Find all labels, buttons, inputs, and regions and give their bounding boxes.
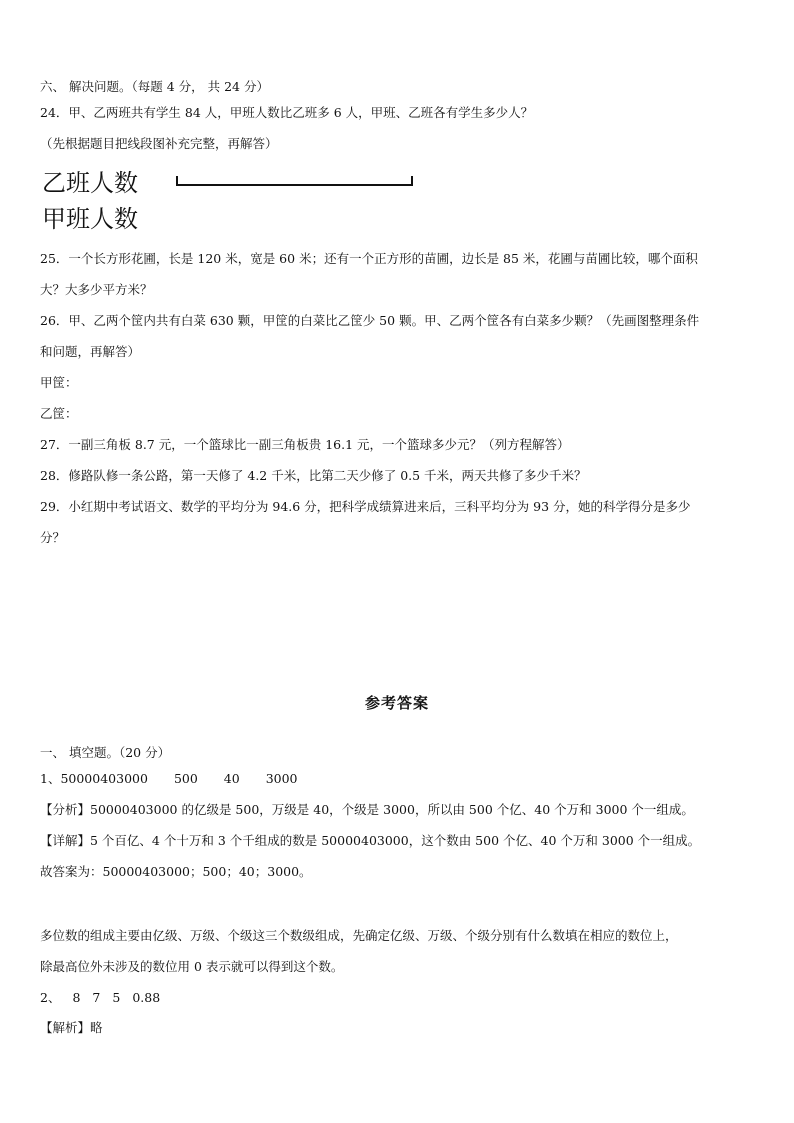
answer-2-number: 2、 [40,990,61,1005]
question-25-line1: 25．一个长方形花圃，长是 120 米，宽是 60 米；还有一个正方形的苗圃，边长是 85 米，花圃与苗圃比较，哪个面积 [40,251,698,266]
answer-2-value-4: 0.88 [132,990,161,1005]
answer-2-value-2: 7 [92,990,101,1005]
answer-1-detail: 【详解】5 个百亿、4 个十万和 3 个千组成的数是 50000403000，这个数由 500 个亿、40 个万和 3000 个一组成。 [40,833,701,848]
answer-1-conclusion: 故答案为：50000403000；500；40；3000。 [40,864,312,879]
question-26-jia: 甲筐： [40,375,78,390]
question-26-yi: 乙筐： [40,406,78,421]
question-26-line2: 和问题，再解答） [40,344,141,359]
question-28: 28．修路队修一条公路，第一天修了 4.2 千米，比第二天少修了 0.5 千米，两天共修了多少千米？ [40,468,587,483]
answer-1 [40,771,298,787]
answer-1-value-1: 500 [173,771,198,786]
answers-title: 参考答案 [364,694,429,712]
answer-summary-line1: 多位数的组成主要由亿级、万级、个级这三个数级组成，先确定亿级、万级、个级分别有什么数填在相应的数位上， [40,928,678,943]
answer-1-value-2: 40 [223,771,240,786]
question-24: 24．甲、乙两班共有学生 84 人，甲班人数比乙班多 6 人，甲班、乙班各有学生多少人？ [40,105,534,120]
question-24-note: （先根据题目把线段图补充完整，再解答） [40,136,278,151]
line-segment-diagram [176,176,413,186]
answer-1-value-3: 3000 [265,771,298,786]
answer-2-value-1: 8 [72,990,81,1005]
question-29-line1: 29．小红期中考试语文、数学的平均分为 94.6 分，把科学成绩算进来后，三科平均分为 93 分，她的科学得分是多少 [40,499,691,514]
label-jia-class: 甲班人数 [42,205,138,233]
question-29-line2: 分？ [40,530,66,545]
question-25-line2: 大？大多少平方米？ [40,282,153,297]
question-27: 27．一副三角板 8.7 元，一个篮球比一副三角板贵 16.1 元，一个篮球多少元？（列方程解答） [40,437,570,452]
answer-2 [40,990,160,1006]
answer-2-value-3: 5 [112,990,121,1005]
answer-1-number: 1、50000403000 [40,771,148,786]
section-heading-6: 六、 解决问题。（每题 4 分， 共 24 分） [40,79,269,94]
answer-summary-line2: 除最高位外未涉及的数位用 0 表示就可以得到这个数。 [40,959,344,974]
answers-section-1: 一、 填空题。（20 分） [40,745,171,760]
answer-1-analysis: 【分析】50000403000 的亿级是 500，万级是 40，个级是 3000，所以由 500 个亿、40 个万和 3000 个一组成。 [40,802,694,817]
label-yi-class: 乙班人数 [42,169,138,197]
question-26-line1: 26．甲、乙两个筐内共有白菜 630 颗，甲筐的白菜比乙筐少 50 颗。甲、乙两个筐各有白菜多少颗？（先画图整理条件 [40,313,700,328]
answer-2-explanation: 【解析】略 [40,1020,103,1035]
